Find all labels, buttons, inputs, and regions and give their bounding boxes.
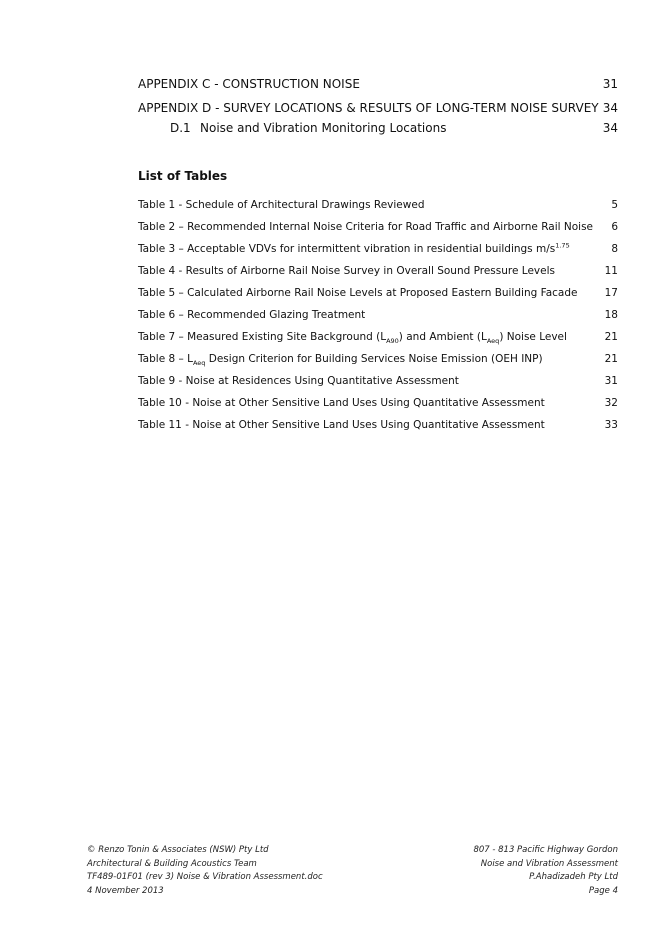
toc-entry-title: APPENDIX D - SURVEY LOCATIONS & RESULTS OF LONG-TERM NOISE SURVEY — [138, 101, 599, 115]
footer-client: P.Ahadizadeh Pty Ltd — [529, 872, 618, 882]
table-list-title: Table 9 - Noise at Residences Using Quantitative Assessment — [138, 375, 459, 387]
table-list-title-text: ) Noise Level — [499, 331, 567, 343]
table-list-title: Table 5 – Calculated Airborne Rail Noise Levels at Proposed Eastern Building Facade — [138, 287, 578, 299]
table-list-page: 21 — [604, 353, 618, 365]
footer-report-title: Noise and Vibration Assessment — [480, 858, 618, 869]
table-list-title-text: Table 8 – L — [138, 353, 193, 365]
table-list-title — [138, 330, 567, 345]
footer-page-number: Page 4 — [588, 885, 618, 896]
table-list-page: 21 — [604, 331, 618, 343]
footer-team: Architectural & Building Acoustics Team — [87, 858, 257, 869]
table-list-title: Table 2 – Recommended Internal Noise Criteria for Road Traffic and Airborne Rail Noise — [138, 221, 594, 233]
footer-left — [87, 844, 323, 898]
footer-filename: TF489-01F01 (rev 3) Noise & Vibration Assessment.doc — [87, 872, 323, 882]
table-list-title: Table 6 – Recommended Glazing Treatment — [138, 309, 366, 321]
footer-right — [473, 844, 618, 898]
toc-entry-page: 34 — [602, 101, 618, 115]
footer-date: 4 November 2013 — [87, 885, 164, 896]
table-list-title-text: Table 3 – Acceptable VDVs for intermittent vibration in residential buildings m/s — [138, 243, 556, 255]
subscript-aeq: Aeq — [192, 359, 206, 368]
toc-entry-title: Noise and Vibration Monitoring Locations — [200, 121, 447, 135]
table-list-page: 18 — [604, 309, 618, 321]
toc-entry-page: 34 — [602, 121, 618, 135]
table-list-title-text: Table 7 – Measured Existing Site Background (L — [138, 331, 387, 343]
table-list-title — [138, 352, 543, 367]
superscript-exponent: 1.75 — [555, 241, 570, 250]
table-list-title: Table 11 - Noise at Other Sensitive Land Uses Using Quantitative Assessment — [138, 419, 545, 431]
subscript-aeq: Aeq — [486, 337, 500, 346]
table-list-page: 11 — [604, 265, 618, 277]
table-list-page: 32 — [604, 397, 618, 409]
table-list-page: 5 — [611, 199, 618, 211]
footer-copyright: © Renzo Tonin & Associates (NSW) Pty Ltd — [87, 845, 269, 855]
table-list-page: 33 — [604, 419, 618, 431]
table-list-page: 17 — [604, 287, 618, 299]
toc-entry-title-wrap — [170, 120, 446, 136]
table-list-title-text: Design Criterion for Building Services Noise Emission (OEH INP) — [205, 353, 543, 365]
toc-entry-title: APPENDIX C - CONSTRUCTION NOISE — [138, 77, 360, 91]
toc-section-number: D.1 — [170, 121, 191, 135]
table-list-title-text: ) and Ambient (L — [398, 331, 487, 343]
table-list-page: 6 — [611, 221, 618, 233]
table-list-title: Table 4 - Results of Airborne Rail Noise Survey in Overall Sound Pressure Levels — [138, 265, 555, 277]
footer-project-address: 807 - 813 Pacific Highway Gordon — [473, 845, 618, 855]
table-list-page: 31 — [604, 375, 618, 387]
table-list-title — [138, 242, 570, 257]
toc-entry-page: 31 — [602, 77, 618, 91]
subscript-a90: A90 — [386, 337, 399, 346]
table-list-page: 8 — [611, 243, 618, 255]
table-list-title: Table 1 - Schedule of Architectural Drawings Reviewed — [138, 199, 425, 211]
list-of-tables-heading: List of Tables — [138, 169, 228, 183]
table-list-title: Table 10 - Noise at Other Sensitive Land Uses Using Quantitative Assessment — [138, 397, 545, 409]
